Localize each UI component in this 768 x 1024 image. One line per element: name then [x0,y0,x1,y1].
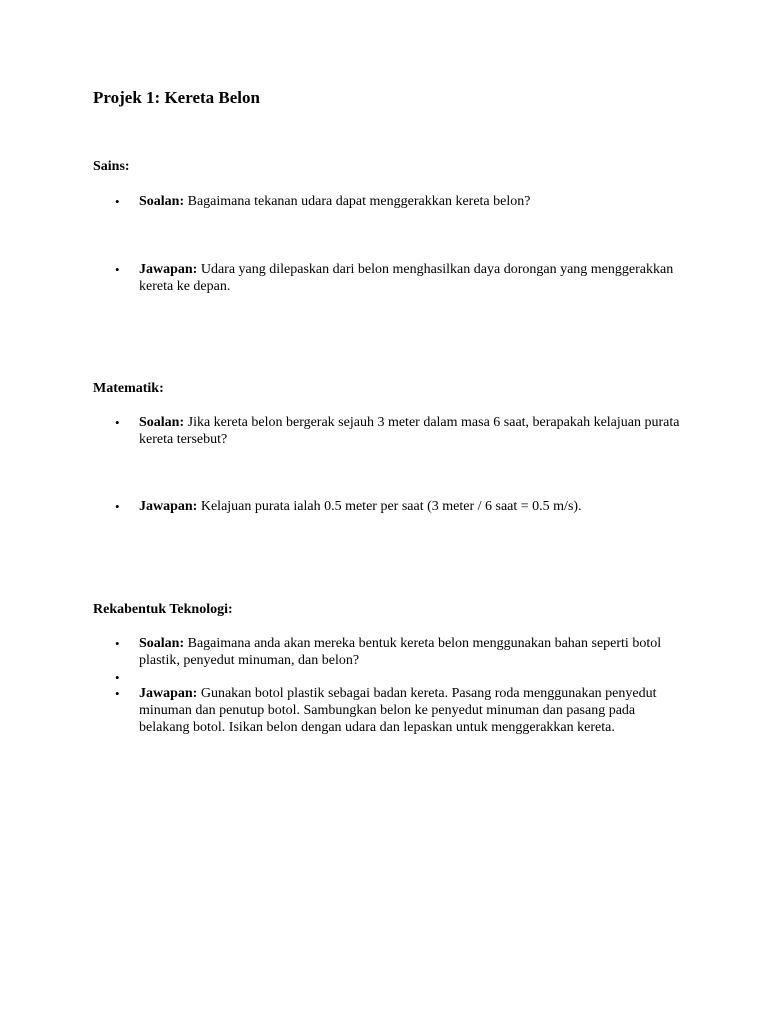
list-item-matematik-question [115,414,684,448]
bullet-icon: • [115,499,120,514]
answer-label: Jawapan: [139,262,198,277]
document-title: Projek 1: Kereta Belon [93,88,260,107]
question-text: Bagaimana tekanan udara dapat menggerakkan kereta belon? [187,194,531,209]
question-text: Jika kereta belon bergerak sejauh 3 meter dalam masa 6 saat, berapakah kelajuan purata kereta tersebut? [139,415,680,447]
bullet-icon: • [115,670,120,685]
list-item-sains-answer [115,261,684,295]
answer-text: Udara yang dilepaskan dari belon menghasilkan daya dorongan yang menggerakkan kereta ke depan. [139,262,674,294]
list-item-sains-question [115,193,684,210]
bullet-icon: • [115,415,120,430]
answer-text: Gunakan botol plastik sebagai badan kereta. Pasang roda menggunakan penyedut minuman dan penutup botol. Sambungkan belon ke penyedut minuman dan pasang pada belakang botol. Isikan belon dengan udara dan lepaskan untuk menggerakkan kereta. [139,686,657,735]
question-label: Soalan: [139,636,185,651]
question-label: Soalan: [139,194,185,209]
section-heading-sains: Sains: [93,159,130,174]
answer-label: Jawapan: [139,499,198,514]
list-item-rbt-question [115,635,684,669]
section-heading-rekabentuk-teknologi: Rekabentuk Teknologi: [93,602,233,617]
question-label: Soalan: [139,415,185,430]
bullet-icon: • [115,636,120,651]
bullet-icon: • [115,262,120,277]
bullet-icon: • [115,194,120,209]
list-item-matematik-answer [115,498,684,515]
list-item-rbt-answer [115,685,684,736]
answer-text: Kelajuan purata ialah 0.5 meter per saat (3 meter / 6 saat = 0.5 m/s). [200,499,582,514]
answer-label: Jawapan: [139,686,198,701]
bullet-icon: • [115,686,120,701]
section-heading-matematik: Matematik: [93,381,164,396]
question-text: Bagaimana anda akan mereka bentuk kereta belon menggunakan bahan seperti botol plastik, penyedut minuman, dan belon? [139,636,662,668]
